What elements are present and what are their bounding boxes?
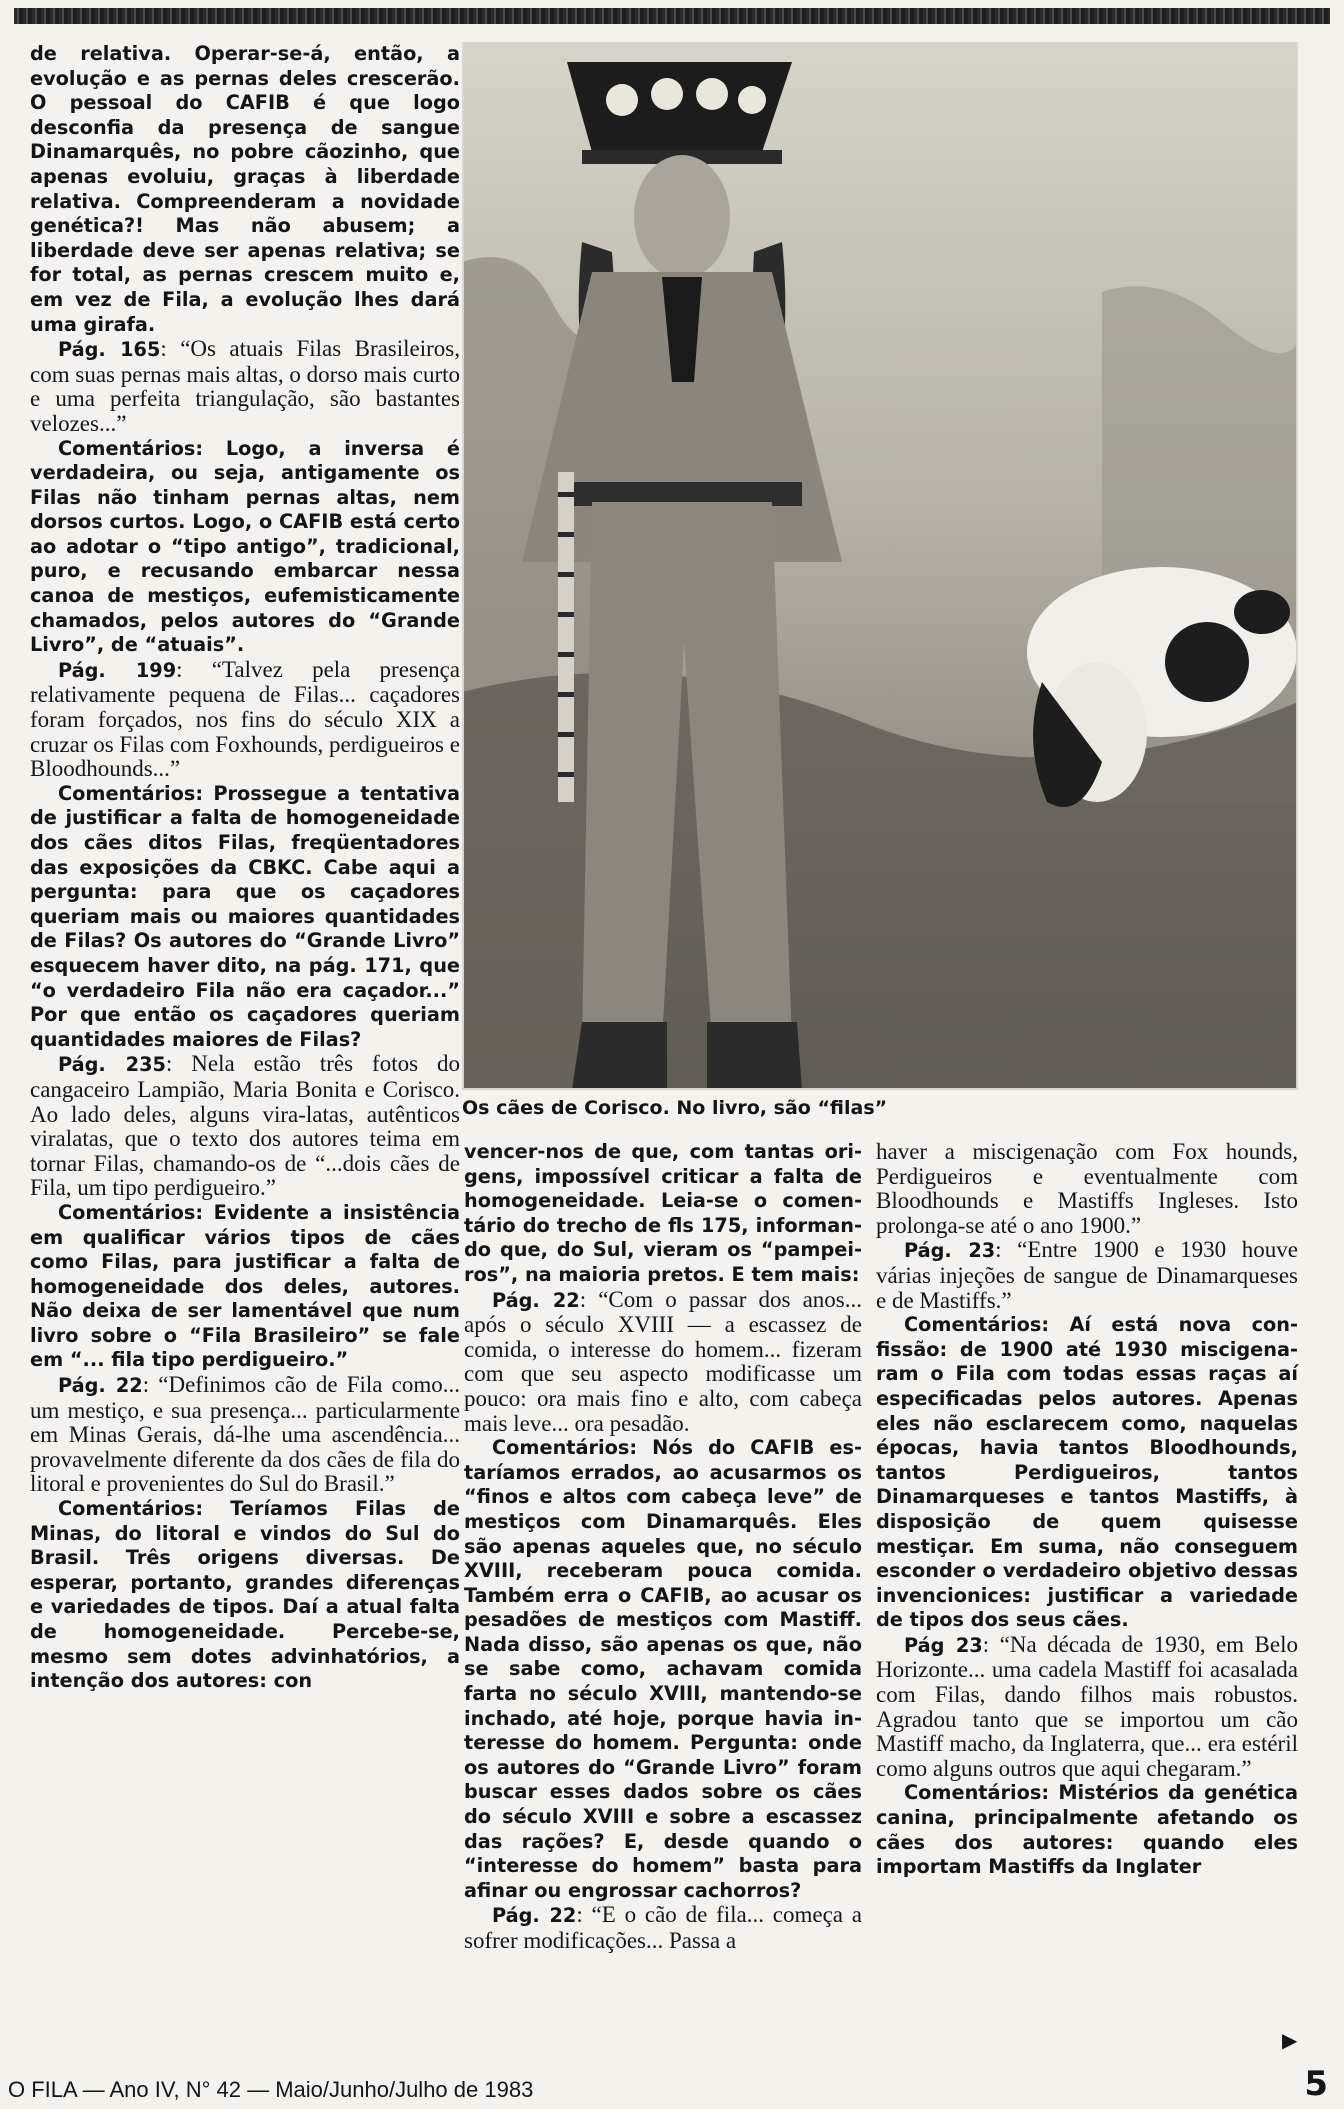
paragraph-text: : Mistérios da genética canina, principalmente afetando os cães dos autores: quando eles importam Mastiffs da Inglater [876, 1781, 1298, 1879]
paragraph-label: Comentários [904, 1313, 1042, 1337]
quote-paragraph [876, 1633, 1298, 1782]
paragraph-label: Pág. 23 [904, 1239, 996, 1263]
paragraph-text: : Evidente a insistência em qualificar vários tipos de cães como Filas, para justificar a falta de homogeneidade dos deles, autores. Não deixa de ser lamentável que num livro sobre o “Fila Brasileiro” se fale em “... fila tipo perdigueiro.” [30, 1200, 460, 1372]
paragraph-text: : Nós do CAFIB estaríamos errados, ao acusarmos os “finos e altos com cabeça leve” de mestiços com Dinamarquês. Eles são apenas aqueles que, no século XVIII, receberam pouca comida. Também erra o CAFIB, ao acusar os pesadões de mestiços com Mastiff. Nada disso, são apenas os que, não se sabe como, achavam comida farta no século XVIII, mantendo-se inchado, até hoje, porque havia interesse do homem. Pergunta: onde os autores do “Grande Livro” foram buscar esses dados sobre os cães do século XVIII e sobre a escassez das rações? E, desde quando o “interesse do homem” basta para afinar ou engrossar cachorros? [464, 1436, 862, 1902]
column-1 [30, 42, 460, 1694]
quote-paragraph [30, 1052, 460, 1201]
paragraph-label: Comentários [58, 1200, 196, 1224]
photo-illustration [462, 42, 1298, 1090]
paragraph-text: : “E o cão de fila... começa a sofrer modificações... Passa a [464, 1902, 862, 1953]
paragraph-text: : Prossegue a tentativa de justificar a falta de homogeneidade dos cães ditos Filas, freqüentadores das exposições da CBKC. Cabe aqui a pergunta: para que os caçadores queriam mais ou maiores quantidades de Filas? Os autores do “Grande Livro” esquecem haver dito, na pág. 171, que “o verdadeiro Fila não era caçador...” Por que então os caçadores queriam quantidades maiores de Filas? [30, 781, 460, 1051]
paragraph-label: Pág. 22 [492, 1288, 580, 1312]
comment-paragraph [30, 1497, 460, 1694]
quote-paragraph [876, 1238, 1298, 1313]
comment-paragraph [30, 782, 460, 1053]
comment-paragraph [30, 1201, 460, 1373]
paragraph-label: Comentários [58, 781, 196, 805]
photo-caption: Os cães de Corisco. No livro, são “filas” [462, 1097, 888, 1119]
paragraph-text: de relativa. Operar-se-á, então, a evolução e as pernas deles crescerão. O pessoal do CAFIB é que logo desconfia da presença de sangue Dinamarquês, no pobre cãozinho, que apenas evoluiu, graças à liberdade relativa. Compreenderam a novidade genética?! Mas não abusem; a liberdade deve ser apenas relativa; se for total, as pernas crescem muito e, em vez de Fila, a evolução lhes dará uma girafa. [30, 42, 460, 336]
paragraph-text: : Teríamos Filas de Minas, do litoral e vindos do Sul do Brasil. Três origens diversas. De esperar, portanto, grandes diferenças e variedades de tipos. Daí a atual falta de homogeneidade. Percebe-se, mesmo sem dotes advinhatórios, a intenção dos autores: con [30, 1497, 460, 1693]
continue-arrow-icon: ▶ [1282, 2028, 1298, 2052]
publication-line: O FILA — Ano IV, N° 42 — Maio/Junho/Julho de 1983 [8, 2077, 534, 2102]
corisco-photo [462, 42, 1298, 1090]
paragraph-text: : “Talvez pela presença relativamente pequena de Filas... caçadores foram forçados, nos fins do século XIX a cruzar os Filas com Foxhounds, perdigueiros e Bloodhounds...” [30, 656, 461, 782]
column-2 [464, 1140, 862, 1954]
paragraph-label: Comentários [58, 1497, 196, 1521]
paragraph-text: : “Definimos cão de Fila como... um mestiço, e sua presença... particularmente em Minas Gerais, dá-lhe uma ascendência... provavelmente diferente da dos cães de fila do litoral e provenientes do Sul do Brasil.” [30, 1372, 461, 1497]
paragraph-label: Pág. 22 [58, 1374, 143, 1398]
paragraph-label: Comentários [58, 436, 196, 460]
comment-paragraph [876, 1313, 1298, 1633]
quote-paragraph [30, 658, 460, 782]
paragraph-text: : Nela estão três fotos do cangaceiro Lampião, Maria Bonita e Corisco. Ao lado deles, alguns vira-latas, autênticos viralatas, que o texto dos autores teima em tornar Filas, chamando-os de “...dois cães de Fila, um tipo perdigueiro.” [30, 1051, 460, 1201]
top-border [14, 8, 1330, 24]
paragraph-label: Pág. 165 [58, 338, 161, 362]
paragraph-text: : “Os atuais Filas Brasileiros, com suas pernas mais altas, o dorso mais curto e uma perfeita triangulação, são bastantes velozes...” [30, 336, 461, 436]
comment-paragraph [464, 1140, 862, 1288]
comment-paragraph [30, 42, 460, 337]
comment-paragraph [464, 1436, 862, 1903]
comment-paragraph [30, 437, 460, 658]
paragraph-text: : “Entre 1900 e 1930 houve várias injeções de sangue de Dinamarqueses e de Mastiffs.” [876, 1237, 1298, 1313]
column-3 [876, 1140, 1298, 1880]
paragraph-text: : Logo, a inversa é verdadeira, ou seja, antigamente os Filas não tinham pernas altas, nem dorsos curtos. Logo, o CAFIB está certo ao adotar o “tipo antigo”, tradicional, puro, e recusando embarcar nessa canoa de mestiços, eufemisticamente chamados, pelos autores do “Grande Livro”, de “atuais”. [30, 436, 460, 657]
paragraph-label: Comentários [492, 1436, 630, 1460]
quote-paragraph [30, 1373, 460, 1497]
paragraph-text: : “Na década de 1930, em Belo Horizonte... uma cadela Mastiff foi acasalada com Filas, dando filhos mais robustos. Agradou tanto que se importou um cão Mastiff macho, da Inglaterra, que... era estéril como alguns outros que aqui chegaram.” [876, 1631, 1298, 1781]
paragraph-text: : “Com o passar dos anos... após o século XVIII — a escassez de comida, o interesse do homem... fizeram com que seu aspecto modificasse um pouco: ora mais fino e alto, com cabeça mais leve... ora pesadão. [464, 1286, 863, 1436]
paragraph-label: Pág. 235 [58, 1053, 166, 1077]
quote-paragraph [876, 1140, 1298, 1238]
paragraph-text: : Aí está nova confissão: de 1900 até 1930 miscigenaram o Fila com todas essas raças aí especificadas pelos autores. Apenas eles não esclarecem como, naquelas épocas, havia tantos Bloodhounds, tantos Perdigueiros, tantos Dinamarqueses e tantos Mastiffs, à disposição de quem quisesse mestiçar. Em suma, não conseguem esconder o verdadeiro objetivo dessas invencionices: justificar a variedade de tipos dos seus cães. [876, 1313, 1298, 1632]
paragraph-label: Pág 23 [904, 1633, 983, 1657]
paragraph-text: vencer-nos de que, com tantas origens, impossível criticar a falta de homogeneidade. Leia-se o comentário do trecho de fls 175, informando que, do Sul, vieram os “pampeiros”, na maioria pretos. E tem mais: [464, 1140, 862, 1286]
comment-paragraph [876, 1781, 1298, 1879]
quote-paragraph [464, 1903, 862, 1953]
paragraph-label: Pág. 199 [58, 658, 177, 682]
quote-paragraph [30, 337, 460, 436]
paragraph-label: Comentários [904, 1781, 1042, 1805]
quote-paragraph [464, 1288, 862, 1437]
paragraph-label: Pág. 22 [492, 1904, 577, 1928]
page-number: 5 [1304, 2064, 1328, 2104]
page-footer [8, 2064, 1328, 2106]
paragraph-text: haver a miscigenação com Fox hounds, Perdigueiros e eventualmente com Bloodhounds e Mastiffs Ingleses. Isto prolonga-se até o ano 1900.” [876, 1139, 1298, 1238]
